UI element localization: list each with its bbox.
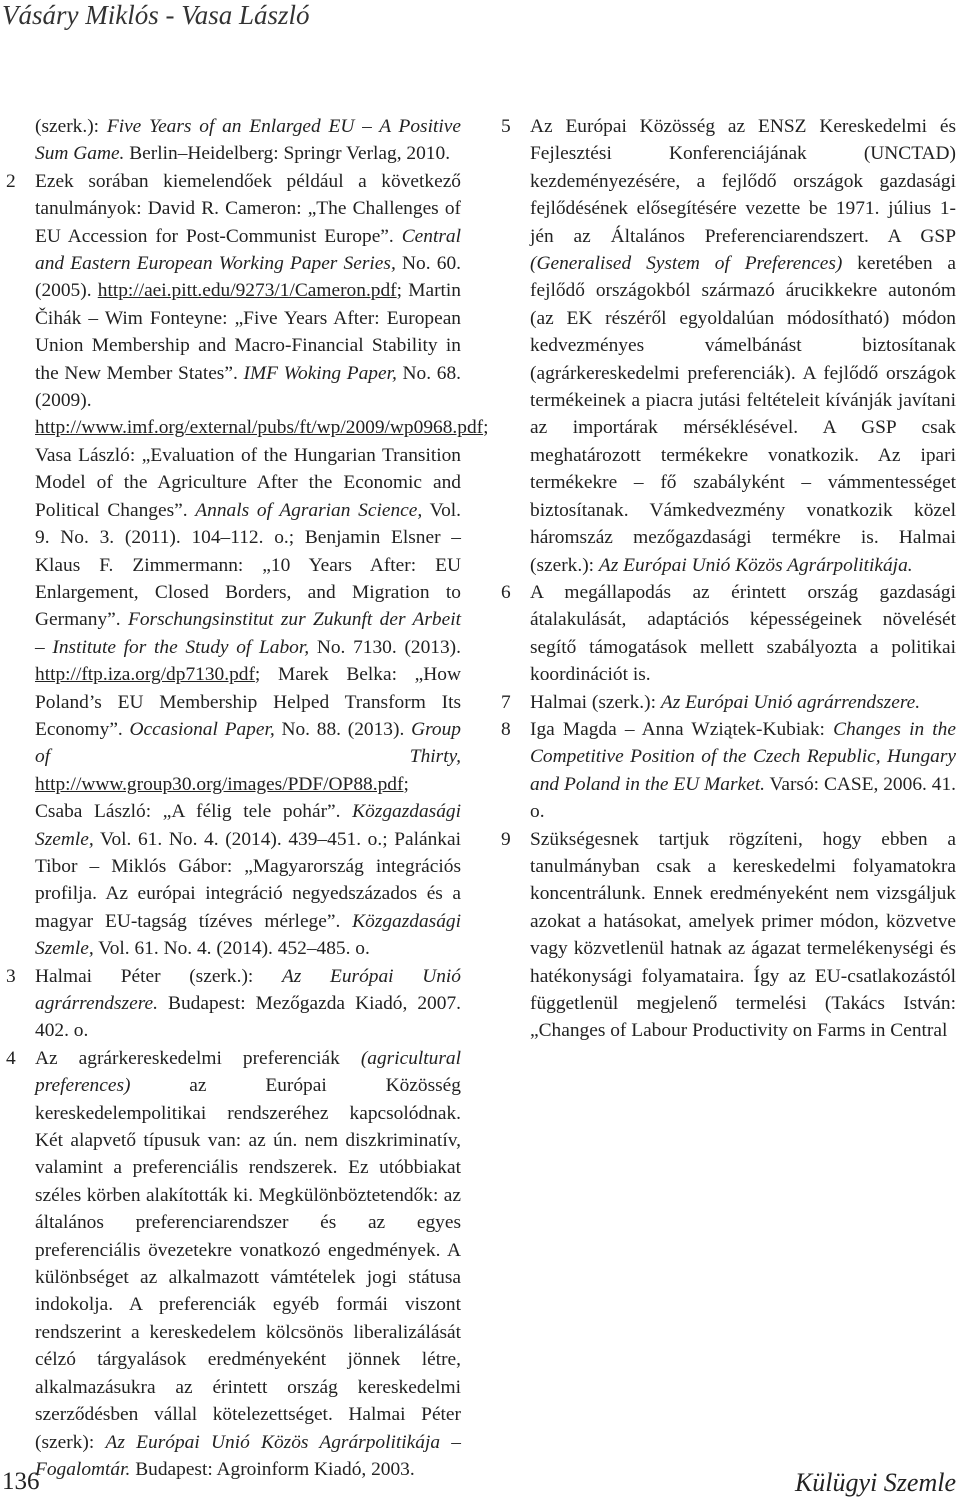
footnote-number: 7 bbox=[501, 691, 511, 713]
footnote-text: Changes in the Competitive Position of the Czech Republic, Hungary and Poland in the EU Market. bbox=[530, 718, 956, 795]
footnote-text: Iga Magda – Anna Wziątek-Kubiak: bbox=[530, 718, 834, 740]
footnote-text: Az Európai Unió agrárrendszere. bbox=[660, 691, 921, 713]
footnote-text: Az Európai Unió Közös Agrárpolitikája – Fogalomtár. bbox=[35, 1431, 462, 1480]
footnote-text: Budapest: Mezőgazda Kiadó, 2007. 402. o. bbox=[35, 993, 461, 1042]
footnote-link[interactable]: http://aei.pitt.edu/9273/1/Cameron.pdf bbox=[97, 280, 397, 302]
footnote-text: Szükségesnek tartjuk rögzíteni, hogy ebben a tanulmányban csak a kereskedelmi folyamatokra koncentrálunk. Ennek eredményeként nem vizsgáljuk azokat a hatásokat, amelyek primer módon, közvetve vagy közvetlenül hatnak az ágazat termelékenységi és hatékonysági folyamataira. Így az EU-csatlakozástól függetlenül megjelenő termelési (Takács István: „Changes of Labour Productivity on Farms in Central bbox=[530, 828, 956, 1042]
footnote-text: Ezek sorában kiemelendőek például a következő tanulmányok: David R. Cameron: „The Challenges of EU Accession for Post-Communist Europe”. bbox=[35, 170, 461, 247]
footnote-number: 3 bbox=[6, 965, 16, 987]
footnote-text: No. 60. (2005). bbox=[35, 253, 461, 302]
footnote-text: Az Európai Unió agrárrendszere. bbox=[35, 965, 461, 1014]
footnote bbox=[6, 168, 489, 963]
journal-name: Külügyi Szemle bbox=[794, 1468, 956, 1497]
footnote-link[interactable]: http://ftp.iza.org/dp7130.pdf bbox=[35, 664, 255, 686]
footnote-text: Varsó: CASE, 2006. 41. o. bbox=[530, 773, 956, 823]
footnote-text: (Generalised System of Preferences) bbox=[530, 253, 843, 275]
footnote bbox=[501, 689, 956, 716]
footnote-text: IMF Woking Paper, bbox=[243, 362, 397, 384]
footnote-number: 2 bbox=[6, 170, 16, 192]
footnote-text: Group of Thirty, bbox=[35, 718, 461, 768]
footnotes-right-column bbox=[501, 113, 956, 1045]
footnote-text: Vol. 9. No. 3. (2011). 104–112. o.; Benjamin Elsner – Klaus F. Zimmermann: „10 Years After: EU Enlargement, Closed Borders, and Migration to Germany”. bbox=[35, 499, 462, 631]
footnote-text: Berlin–Heidelberg: Springr Verlag, 2010. bbox=[124, 143, 451, 165]
footnote-text: Central and Eastern European Working Paper Series, bbox=[35, 225, 461, 275]
footnote bbox=[6, 1045, 461, 1484]
footnote bbox=[501, 826, 956, 1045]
footnote-text: Halmai (szerk.): bbox=[530, 691, 661, 713]
footnote-text: Halmai Péter (szerk.): bbox=[35, 965, 282, 987]
footnote-text: Forschungsinstitut zur Zukunft der Arbeit – Institute for the Study of Labor, bbox=[35, 609, 461, 658]
footnote-text: ; Vasa László: „Evaluation of the Hungarian Transition Model of the Agriculture After the Economic and Political Changes”. bbox=[35, 417, 489, 521]
footnote-text: A megállapodás az érintett ország gazdasági átalakulását, adaptációs képességeinek növelését segítő támogatások mellett szabályozta a politikai koordinációt is. bbox=[530, 581, 956, 686]
footnote-link[interactable]: http://www.group30.org/images/PDF/OP88.pdf bbox=[35, 773, 404, 795]
footnote-text: Budapest: Agroinform Kiadó, 2003. bbox=[130, 1458, 415, 1480]
footnote-number: 9 bbox=[501, 828, 511, 850]
footnote-text: (agricultural preferences) bbox=[35, 1047, 461, 1097]
footnote bbox=[501, 716, 956, 826]
footnote-text: az Európai Közösség kereskedelempolitikai rendszeréhez kapcsolódnak. Két alapvető típusuk van: az ún. nem diszkriminatív, valamint a preferenciális rendszerek. Ez utóbbiakat széles körben alakították ki. Megkülönböztetendők: az általános preferenciarendszer és az egyes preferenciális övezetekre vonatkozó engedmények. A különbséget az alkalmazott vámtételek jogi státusa indokolja. A preferenciák egyéb formái viszont rendszerint a kereskedelem kölcsönös liberalizálását célzó tárgyalások eredményeként jönnek létre, alkalmazásukra az érintett ország kereskedelmi szerződésben vállal kötelezettséget. Halmai Péter (szerk): bbox=[35, 1075, 461, 1453]
footnote-text: No. 88. (2013). bbox=[274, 718, 412, 740]
footnote-number: 4 bbox=[6, 1047, 16, 1069]
footnote-text: Közgazdasági Szemle, bbox=[35, 801, 461, 850]
footnote bbox=[6, 113, 461, 168]
footnote-text: Az agrárkereskedelmi preferenciák bbox=[35, 1047, 361, 1069]
footnote-text: Az Európai Unió Közös Agrárpolitikája. bbox=[598, 554, 913, 576]
footnote-number: 8 bbox=[501, 718, 511, 740]
footnote bbox=[6, 963, 461, 1045]
footnote-text: ; Martin Čihák – Wim Fonteyne: „Five Years After: European Union Membership and Macro-Financial Stability in the New Member States”. bbox=[35, 280, 461, 384]
footnote-text: (szerk.): bbox=[35, 116, 107, 137]
footnote-text: Occasional Paper, bbox=[129, 718, 275, 740]
footnote-text: Five Years of an Enlarged EU – A Positive Sum Game. bbox=[35, 116, 461, 165]
footnotes-left-column bbox=[6, 113, 489, 1483]
footnote-text: ; Marek Belka: „How Poland’s EU Membership Helped Transform Its Economy”. bbox=[35, 664, 461, 740]
footnote-text: Vol. 61. No. 4. (2014). 439–451. o.; Palánkai Tibor – Miklós Gábor: „Magyarország integrációs profilja. Az európai integráció negyedszázados és a magyar EU-tagság tízéves mérlege”. bbox=[35, 828, 461, 932]
footnote-text: ; Csaba László: „A félig tele pohár”. bbox=[35, 773, 409, 823]
footnote-link[interactable]: http://www.imf.org/external/pubs/ft/wp/2009/wp0968.pdf bbox=[35, 417, 484, 439]
footnote bbox=[501, 579, 956, 689]
footnote bbox=[501, 113, 956, 579]
page-number: 136 bbox=[2, 1468, 40, 1495]
footnote-text: Közgazdasági Szemle, bbox=[35, 910, 461, 960]
footnote-text: Az Európai Közösség az ENSZ Kereskedelmi és Fejlesztési Konferenciájának (UNCTAD) kezdeményezésére, a fejlődő országok gazdasági fejlődésének elősegítésére vezette be 1971. július 1-jén az Általános Preferenciarendszert. A GSP bbox=[530, 116, 956, 247]
footnote-text: No. 68. (2009). bbox=[35, 362, 462, 412]
footnote-text: No. 7130. (2013). bbox=[309, 636, 461, 658]
footnote-text: Annals of Agrarian Science, bbox=[195, 499, 423, 521]
footnote-text: Vol. 61. No. 4. (2014). 452–485. o. bbox=[93, 938, 370, 960]
footnote-number: 6 bbox=[501, 581, 511, 603]
running-header: Vásáry Miklós - Vasa László bbox=[2, 0, 310, 30]
footnote-text: keretében a fejlődő országokból származó árucikkekre autonóm (az EK részéről egyoldalúan módosítható) módon kedvezményes vámelbánást biztosítanak (agrárkereskedelmi preferenciák). A fejlődő országok termékeinek a piacra jutási feltételeit kívánják javítani az importárak mérséklésével. A GSP csak meghatározott termékekre vonatkozik. Az ipari termékekre – fő szabályként – vámmentességet biztosítanak. Vámkedvezmény vonatkozik közel háromszáz mezőgazdasági termékre is. Halmai (szerk.): bbox=[530, 253, 956, 576]
footnote-number: 5 bbox=[501, 116, 511, 137]
